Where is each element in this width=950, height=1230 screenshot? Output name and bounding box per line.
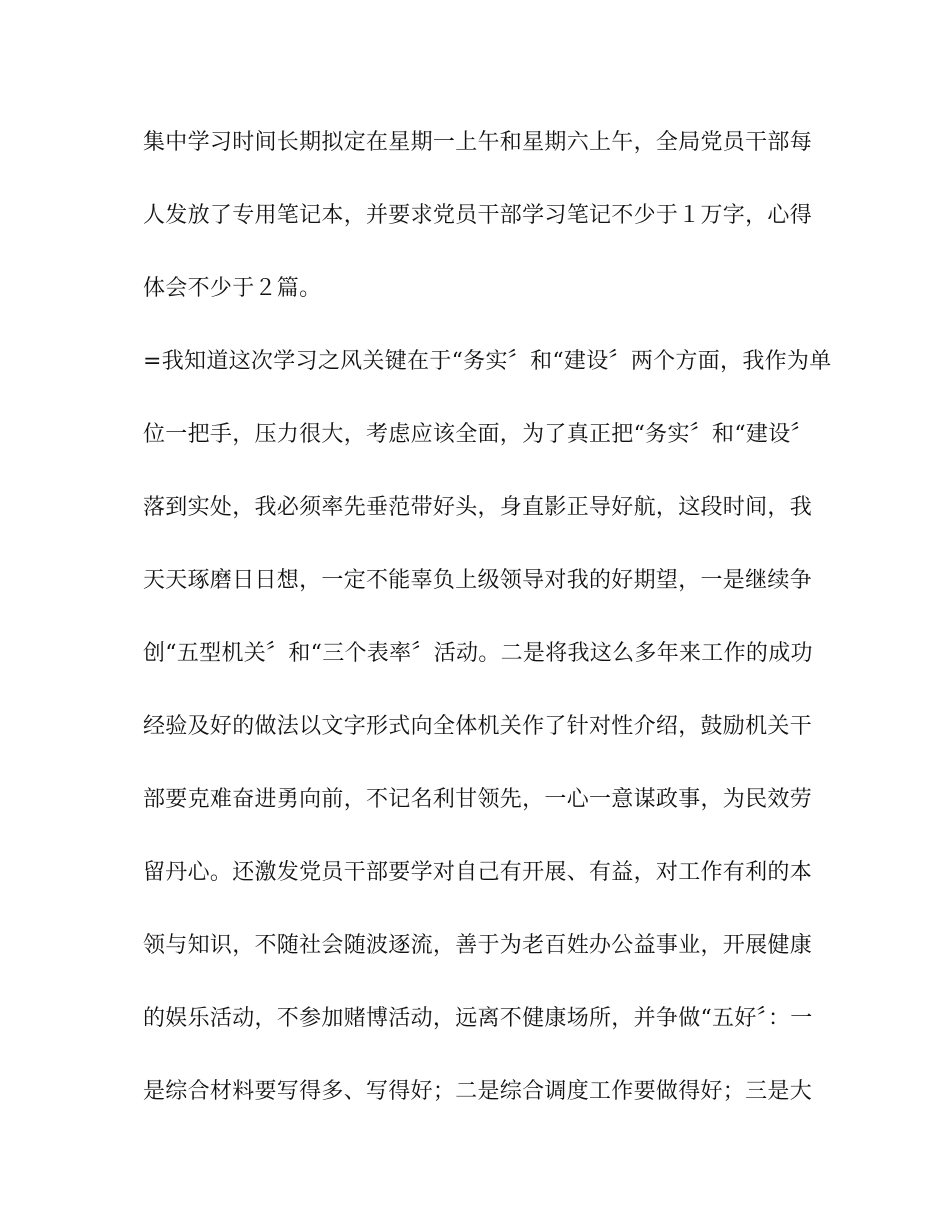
- text-line: =我知道这次学习之风关键在于“务实〞和“建设〞两个方面，我作为单: [143, 349, 832, 374]
- text-line: 位一把手，压力很大，考虑应该全面，为了真正把“务实〞和“建设〞: [143, 422, 813, 447]
- text-line: 集中学习时间长期拟定在星期一上午和星期六上午，全局党员干部每: [143, 130, 813, 155]
- text-line: 留丹心。还激发党员干部要学对自己有开展、有益，对工作有利的本: [143, 860, 813, 885]
- text-line: 部要克难奋进勇向前，不记名利甘领先，一心一意谋政事，为民效劳: [143, 787, 813, 812]
- text-line: 天天琢磨日日想，一定不能辜负上级领导对我的好期望，一是继续争: [143, 568, 813, 593]
- text-line: 落到实处，我必须率先垂范带好头，身直影正导好航，这段时间，我: [143, 495, 813, 520]
- text-line: 领与知识，不随社会随波逐流，善于为老百姓办公益事业，开展健康: [143, 933, 813, 958]
- text-line: 经验及好的做法以文字形式向全体机关作了针对性介绍，鼓励机关干: [143, 714, 813, 739]
- text-line: 人发放了专用笔记本，并要求党员干部学习笔记不少于１万字，心得: [143, 203, 813, 228]
- text-line: 的娱乐活动，不参加赌博活动，远离不健康场所，并争做“五好〞：一: [143, 1006, 813, 1031]
- text-line: 创“五型机关〞和“三个表率〞活动。二是将我这么多年来工作的成功: [143, 641, 813, 666]
- text-line: 是综合材料要写得多、写得好；二是综合调度工作要做得好；三是大: [143, 1079, 813, 1104]
- text-line: 体会不少于２篇。: [143, 276, 322, 301]
